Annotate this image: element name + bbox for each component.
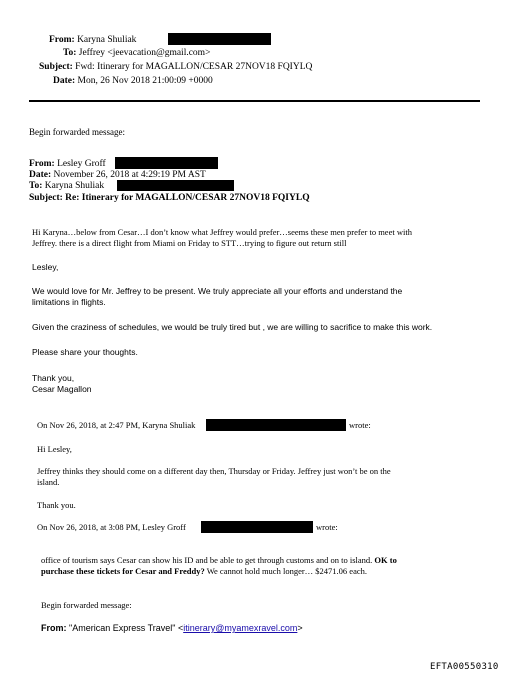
bates-number: EFTA00550310 [430, 662, 499, 672]
body-signature: Cesar Magallon [32, 384, 92, 394]
header-to-value: Jeffrey <jeevacation@gmail.com> [78, 48, 211, 58]
fwd-date-label: Date: [29, 170, 52, 180]
body-line: Given the craziness of schedules, we would be truly tired but , we are willing to sacrifice to make this work. [32, 322, 433, 332]
quoted-line: Jeffrey thinks they should come on a different day then, Thursday or Friday. Jeffrey just won’t be on the [37, 466, 391, 476]
header-from-label: From: [49, 35, 75, 45]
fwd-to-label: To: [29, 181, 43, 191]
redaction-bar [206, 419, 346, 431]
fwd-subject-row [29, 192, 310, 204]
forward-intro: Begin forwarded message: [29, 127, 125, 137]
amex-from-label: From: [41, 623, 67, 633]
quoted-header-wrote: wrote: [316, 522, 338, 532]
quoted-line: island. [37, 477, 60, 487]
fwd-date-value: November 26, 2018 at 4:29:19 PM AST [53, 170, 206, 180]
quoted-greeting: Hi Lesley, [37, 444, 72, 454]
fwd-from-label: From: [29, 159, 55, 169]
body-line: Jeffrey. there is a direct flight from Miami on Friday to STT…trying to figure out return still [32, 238, 347, 248]
redaction-bar [168, 33, 271, 45]
redaction-bar [201, 521, 313, 533]
amex-from-row [41, 622, 303, 634]
quoted-header: On Nov 26, 2018, at 2:47 PM, Karyna Shuliak [37, 420, 196, 430]
header-to-row [63, 47, 210, 59]
header-subject-label: Subject: [39, 62, 73, 72]
fwd-to-row [29, 180, 104, 192]
header-date-value: Mon, 26 Nov 2018 21:00:09 +0000 [77, 76, 213, 86]
amex-from-value: "American Express Travel" < [69, 623, 184, 633]
quoted-line [41, 566, 367, 577]
body-line: Please share your thoughts. [32, 347, 138, 357]
quoted-bold-text: purchase these tickets for Cesar and Freddy? [41, 566, 205, 576]
header-divider [29, 100, 480, 102]
body-greeting: Lesley, [32, 262, 59, 272]
quoted-text: office of tourism says Cesar can show his ID and be able to get through customs and on to island. [41, 555, 373, 565]
header-subject-row [39, 61, 312, 73]
header-from-row [49, 34, 136, 46]
header-subject-value: Fwd: Itinerary for MAGALLON/CESAR 27NOV18 FQIYLQ [75, 62, 313, 72]
quoted-text: We cannot hold much longer… $2471.06 each. [206, 566, 367, 576]
quoted-bold-text: OK to [374, 555, 397, 565]
header-date-label: Date: [53, 76, 76, 86]
quoted-line [41, 555, 397, 566]
fwd-to-value: Karyna Shuliak [44, 181, 105, 191]
amex-email-link[interactable]: itinerary@myamexravel.com [183, 623, 298, 633]
amex-from-close: > [297, 623, 303, 633]
forward-intro: Begin forwarded message: [41, 600, 132, 610]
header-to-label: To: [63, 48, 77, 58]
redaction-bar [115, 157, 218, 169]
header-from-value: Karyna Shuliak [77, 35, 137, 45]
body-line: limitations in flights. [32, 297, 106, 307]
fwd-from-value: Lesley Groff [57, 159, 106, 169]
quoted-thanks: Thank you. [37, 500, 76, 510]
header-date-row [53, 75, 213, 87]
quoted-header: On Nov 26, 2018, at 3:08 PM, Lesley Groff [37, 522, 186, 532]
body-signoff: Thank you, [32, 373, 75, 383]
fwd-subject-label: Subject: Re: Itinerary for MAGALLON/CESAR 27NOV18 FQIYLQ [29, 193, 310, 203]
body-line: Hi Karyna…below from Cesar…I don’t know what Jeffrey would prefer…seems these men prefer to meet with [32, 227, 412, 237]
quoted-header-wrote: wrote: [349, 420, 371, 430]
body-line: We would love for Mr. Jeffrey to be present. We truly appreciate all your efforts and understand the [32, 286, 403, 296]
redaction-bar [117, 180, 234, 191]
